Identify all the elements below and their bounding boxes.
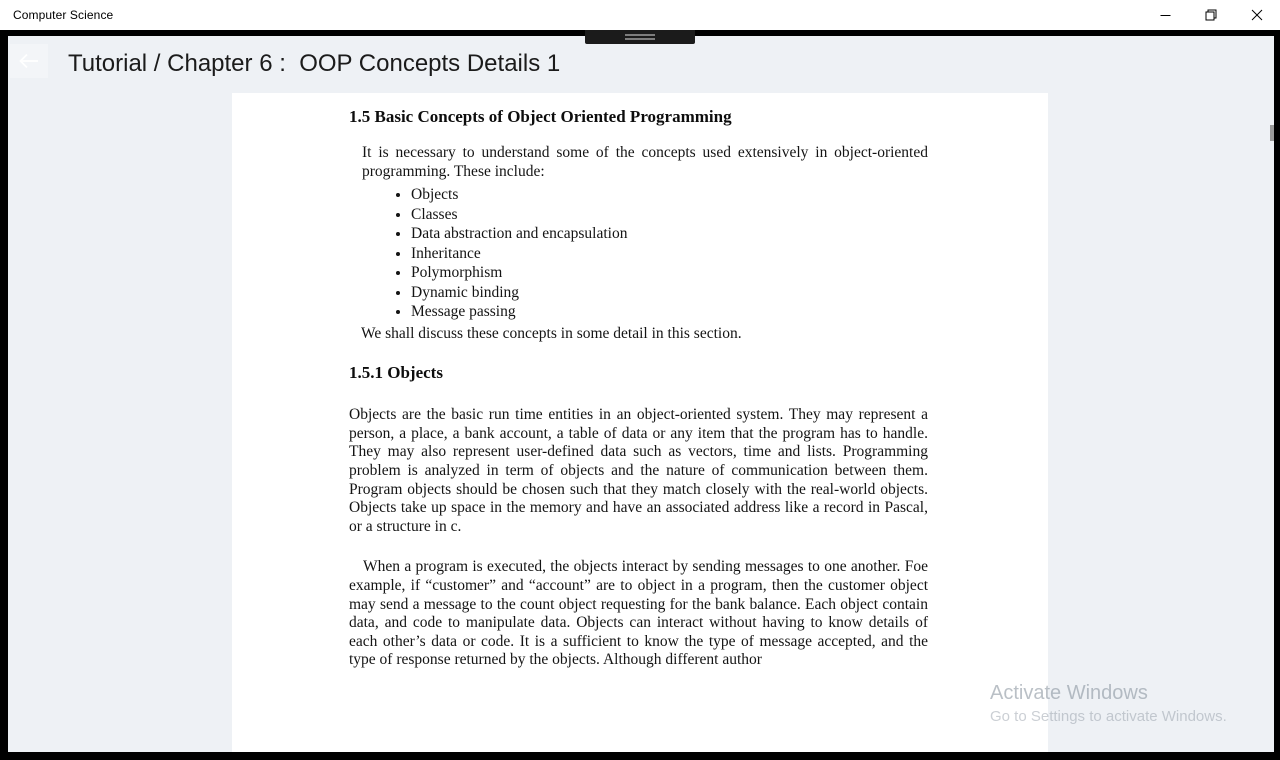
- list-item: • Classes: [411, 205, 928, 225]
- watermark-line-2: Go to Settings to activate Windows.: [990, 708, 1227, 725]
- list-item: • Data abstraction and encapsulation: [411, 224, 928, 244]
- restore-icon: [1205, 9, 1217, 21]
- page-title: Tutorial / Chapter 6 : OOP Concepts Details 1: [68, 50, 561, 77]
- close-button[interactable]: [1234, 0, 1280, 30]
- list-item: • Polymorphism: [411, 263, 928, 283]
- list-item: • Message passing: [411, 302, 928, 322]
- minimize-button[interactable]: [1142, 0, 1188, 30]
- objects-paragraph-1: Objects are the basic run time entities in an object-oriented system. They may represent a person, a place, a bank account, a table of data or any item that the program has to handle. They may also represent user-defined data such as vectors, time and lists. Programming problem is analyzed in term of objects and the nature of communication between them. Program objects should be chosen such that they match closely with the real-world objects. Objects take up space in the memory and have an associated address like a record in Pascal, or a structure in c.: [349, 406, 928, 535]
- close-icon: [1251, 9, 1263, 21]
- drag-handle-line: [625, 38, 655, 40]
- back-button[interactable]: [10, 44, 48, 78]
- section-heading-1-5: 1.5 Basic Concepts of Object Oriented Programming: [349, 107, 732, 126]
- window-drag-handle[interactable]: [585, 30, 695, 44]
- app-surface: [8, 36, 1274, 752]
- maximize-button[interactable]: [1188, 0, 1234, 30]
- minimize-icon: [1160, 10, 1171, 21]
- drag-handle-line: [625, 34, 655, 36]
- document-content: [232, 93, 1048, 670]
- list-item: • Dynamic binding: [411, 283, 928, 303]
- objects-paragraph-2: When a program is executed, the objects interact by sending messages to one another. Foe example, if “customer” and “account” are to object in a program, then the customer object may send a message to the count object requesting for the bank balance. Each object contain data, and code to manipulate data. Objects can interact without having to know details of each other’s data or code. It is a sufficient to know the type of message accepted, and the type of response returned by the objects. Although different author: [349, 558, 928, 669]
- section-heading-1-5-1: 1.5.1 Objects: [349, 363, 443, 383]
- outro-paragraph: We shall discuss these concepts in some detail in this section.: [361, 324, 742, 342]
- document-page: [232, 93, 1048, 752]
- window-controls: [1142, 0, 1280, 30]
- list-item: • Inheritance: [411, 244, 928, 264]
- titlebar: [0, 0, 1280, 30]
- back-arrow-icon: [18, 52, 40, 70]
- list-item: • Objects: [411, 185, 928, 205]
- vertical-scrollbar-thumb[interactable]: [1270, 125, 1274, 141]
- intro-paragraph: It is necessary to understand some of the concepts used extensively in object-oriented programming. These include:: [362, 144, 928, 180]
- watermark-line-1: Activate Windows: [990, 682, 1148, 704]
- app-title: Computer Science: [13, 8, 114, 22]
- concepts-list: [349, 185, 928, 322]
